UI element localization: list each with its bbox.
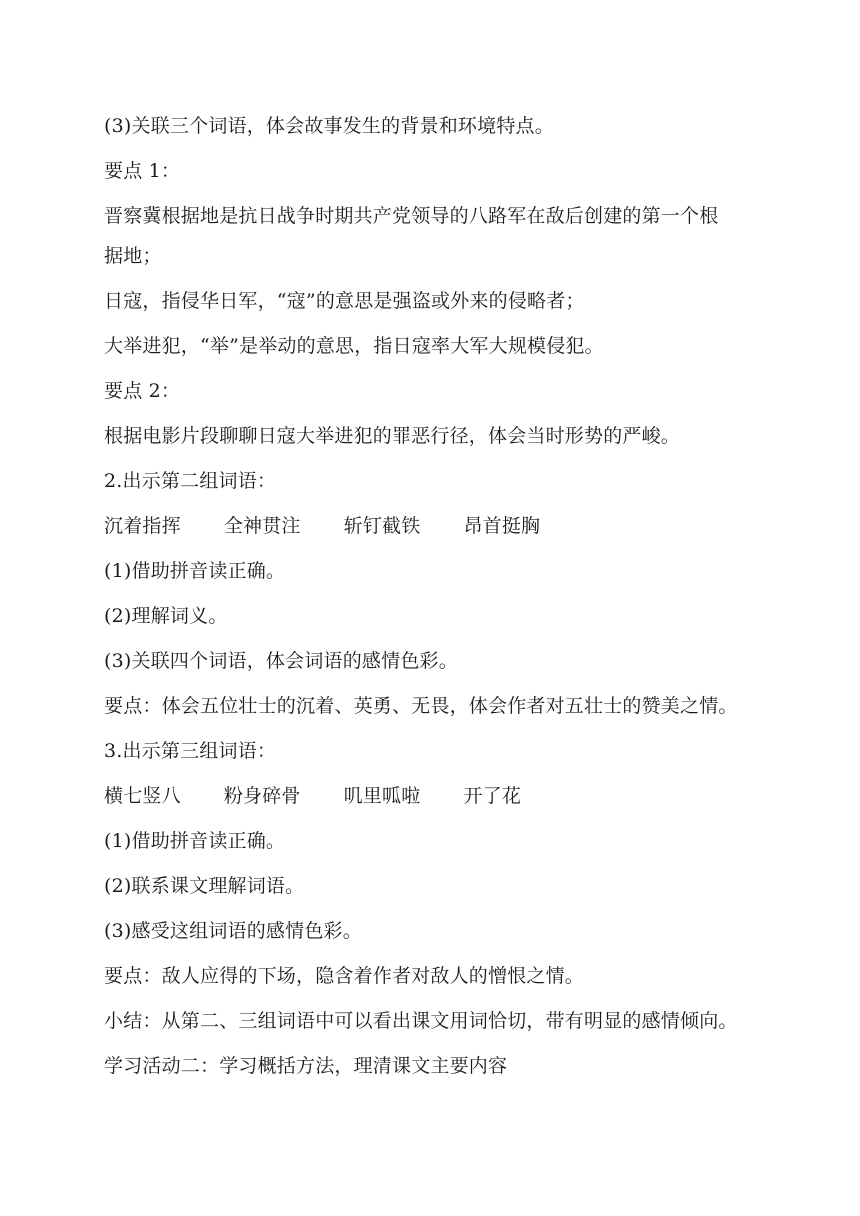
key-point-heading: 要点 1： (104, 160, 181, 182)
text-line: (2)联系课文理解词语。 (104, 875, 305, 897)
vocab-word: 斩钉截铁 (343, 515, 421, 537)
vocab-word: 昂首挺胸 (463, 515, 541, 537)
text-line: 大举进犯，“举”是举动的意思，指日寇率大军大规模侵犯。 (104, 335, 604, 357)
text-line: (1)借助拼音读正确。 (104, 830, 286, 852)
vocab-word: 叽里呱啦 (343, 785, 421, 807)
text-line: (1)借助拼音读正确。 (104, 560, 286, 582)
text-line: (3)关联三个词语，体会故事发生的背景和环境特点。 (104, 115, 554, 137)
text-line: 根据电影片段聊聊日寇大举进犯的罪恶行径，体会当时形势的严峻。 (104, 425, 681, 447)
text-line: 日寇，指侵华日军，“寇”的意思是强盗或外来的侵略者； (104, 290, 585, 312)
vocab-word: 沉着指挥 (104, 515, 181, 537)
vocab-word: 开了花 (463, 785, 522, 807)
text-line: (3)感受这组词语的感情色彩。 (104, 920, 362, 942)
key-point-line: 要点：敌人应得的下场，隐含着作者对敌人的憎恨之情。 (104, 965, 585, 987)
text-line: 据地； (104, 245, 162, 267)
vocab-word: 粉身碎骨 (223, 785, 301, 807)
text-line: 晋察冀根据地是抗日战争时期共产党领导的八路军在敌后创建的第一个根 (104, 205, 719, 227)
vocab-word: 横七竖八 (104, 785, 181, 807)
activity-heading: 学习活动二：学习概括方法，理清课文主要内容 (104, 1055, 508, 1077)
section-heading: 3.出示第三组词语： (104, 740, 277, 762)
text-line: (2)理解词义。 (104, 605, 228, 627)
key-point-line: 要点：体会五位壮士的沉着、英勇、无畏，体会作者对五壮士的赞美之情。 (104, 695, 738, 717)
section-heading: 2.出示第二组词语： (104, 470, 277, 492)
word-group-3 (104, 778, 784, 823)
text-line: (3)关联四个词语，体会词语的感情色彩。 (104, 650, 458, 672)
summary-line: 小结：从第二、三组词语中可以看出课文用词恰切，带有明显的感情倾向。 (104, 1010, 738, 1032)
vocab-word: 全神贯注 (223, 515, 301, 537)
key-point-heading: 要点 2： (104, 380, 181, 402)
document-body (104, 108, 784, 1093)
word-group-2 (104, 508, 784, 553)
